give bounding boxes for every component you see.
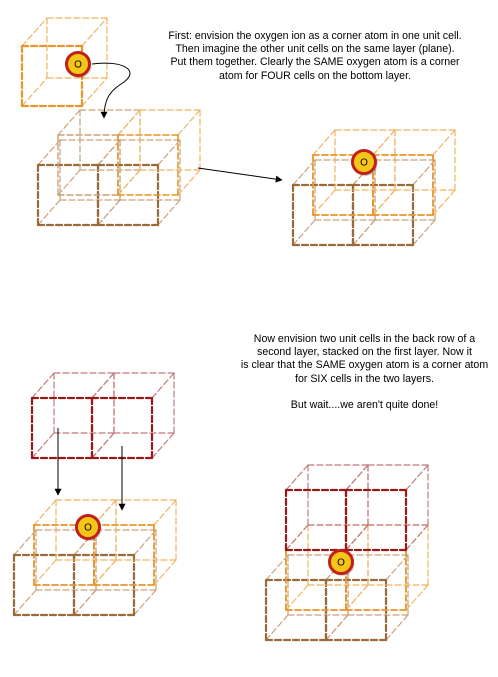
unit-cell-back-right <box>346 525 428 610</box>
oxygen-atom-six-cells <box>330 551 355 577</box>
caption-second-line: for SIX cells in the two layers. <box>295 372 434 385</box>
oxygen-atom-bottom-left <box>77 516 102 542</box>
oxygen-atoms <box>67 53 378 577</box>
upper-layer-cell-left <box>286 465 368 550</box>
caption-but-wait: But wait....we aren't quite done! <box>290 398 439 411</box>
caption-first <box>140 30 490 83</box>
unit-cell-front-left <box>14 530 96 615</box>
unit-cell-back-left <box>286 525 368 610</box>
arrow-right <box>198 168 282 180</box>
unit-cell-front-right <box>74 530 156 615</box>
second-layer-cell-left <box>32 373 114 458</box>
caption-second-line: is clear that the SAME oxygen atom is a corner atom <box>240 359 489 372</box>
second-layer-cell-right <box>92 373 174 458</box>
unit-cell-back-left <box>313 130 395 215</box>
atom-label: O <box>337 557 345 569</box>
unit-cell-back-right <box>94 500 176 585</box>
unit-cell-back-right <box>373 130 455 215</box>
caption-first-line: Put them together. Clearly the SAME oxygen atom is a corner <box>170 56 460 69</box>
unit-cell-back-left <box>34 500 116 585</box>
unit-cell-front-right <box>98 140 180 225</box>
caption-second-line: second layer, stacked on the first layer. Now it <box>257 346 472 359</box>
atom-label: O <box>360 157 368 169</box>
caption-second-line: Now envision two unit cells in the back row of a <box>253 333 476 345</box>
oxygen-atom-four-cells <box>353 151 378 177</box>
upper-layer-cell-right <box>346 465 428 550</box>
unit-cells <box>14 18 455 640</box>
atom-label: O <box>84 522 92 534</box>
oxygen-atom-single <box>67 53 92 79</box>
caption-first-line: First: envision the oxygen ion as a corner atom in one unit cell. <box>168 30 462 42</box>
atom-label: O <box>74 59 82 71</box>
single-unit-cell <box>22 18 107 106</box>
unit-cell-back-right <box>118 110 200 195</box>
unit-cell-back-left <box>58 110 140 195</box>
unit-cell-front-left <box>38 140 120 225</box>
caption-second <box>232 333 497 412</box>
caption-first-line: atom for FOUR cells on the bottom layer. <box>219 69 411 82</box>
caption-first-line: Then imagine the other unit cells on the same layer (plane). <box>175 43 455 56</box>
